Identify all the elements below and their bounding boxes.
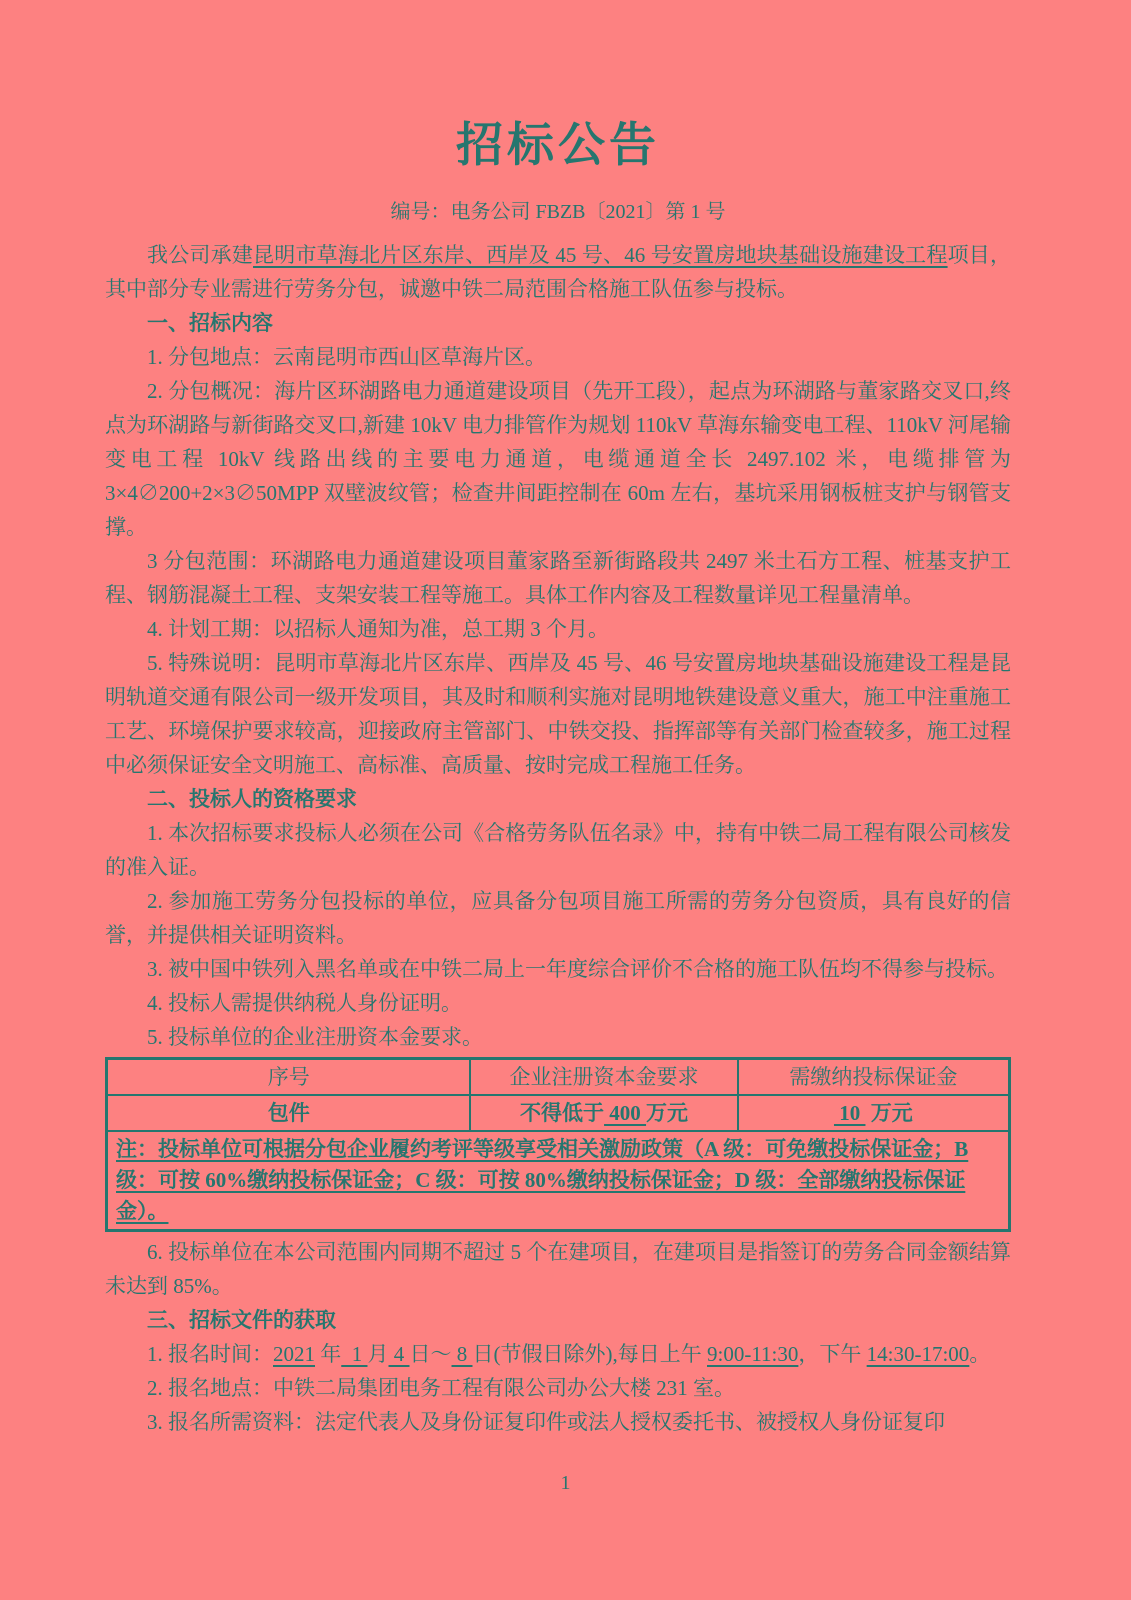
table-header-deposit: 需缴纳投标保证金 xyxy=(738,1059,1010,1096)
page-number: 1 xyxy=(560,1472,571,1494)
deposit-value-underlined: 10 xyxy=(833,1101,866,1125)
section2-item2: 2. 参加施工劳务分包投标的单位，应具备分包项目施工所需的劳务分包资质，具有良好的信誉，并提供相关证明资料。 xyxy=(105,889,1011,947)
table-note-row xyxy=(107,1131,1010,1231)
intro-project-name-underlined: 昆明市草海北片区东岸、西岸及 45 号、46 号安置房地块基础设施建设工程 xyxy=(253,243,948,267)
section1-item5: 5. 特殊说明：昆明市草海北片区东岸、西岸及 45 号、46 号安置房地块基础设施建设工程是昆明轨道交通有限公司一级开发项目，其及时和顺利实施对昆明地铁建设意义重大，施工中注重施工工艺、环境保护要求较高，迎接政府主管部门、中铁交投、指挥部等有关部门检查较多，施工过程中必须保证安全文明施工、高标准、高质量、按时完成工程施工任务。 xyxy=(105,651,1011,777)
section3-item3: 3. 报名所需资料：法定代表人及身份证复印件或法人授权委托书、被授权人身份证复印 xyxy=(147,1410,945,1434)
signup-seg-6: 日～ xyxy=(409,1342,452,1366)
table-cell-seq: 包件 xyxy=(107,1095,471,1131)
signup-seg-12: 。 xyxy=(969,1342,991,1366)
section2-heading: 二、投标人的资格要求 xyxy=(147,787,357,811)
section2-item5: 5. 投标单位的企业注册资本金要求。 xyxy=(147,1025,483,1049)
signup-day-end-underlined: 8 xyxy=(451,1342,473,1366)
section2-item1: 1. 本次招标要求投标人必须在公司《合格劳务队伍名录》中，持有中铁二局工程有限公司核发的准入证。 xyxy=(105,821,1011,879)
table-note: 注：投标单位可根据分包企业履约考评等级享受相关激励政策（A 级：可免缴投标保证金；B 级：可按 60%缴纳投标保证金；C 级：可按 80%缴纳投标保证金；D 级：全部缴纳投标保证金）。 xyxy=(107,1131,1010,1231)
table-header-capital: 企业注册资本金要求 xyxy=(470,1059,737,1096)
capital-prefix: 不得低于 xyxy=(520,1101,605,1125)
capital-value-underlined: 400 xyxy=(604,1101,647,1125)
signup-seg-0: 1. 报名时间： xyxy=(147,1342,273,1366)
signup-seg-10: ，下午 xyxy=(798,1342,867,1366)
table-cell-capital xyxy=(470,1095,737,1131)
section3-item2: 2. 报名地点：中铁二局集团电务工程有限公司办公大楼 231 室。 xyxy=(147,1376,735,1400)
intro-pre: 我公司承建 xyxy=(147,243,254,267)
signup-morning-hours-underlined: 9:00-11:30 xyxy=(707,1342,799,1366)
intro-paragraph xyxy=(105,238,1011,306)
table-cell-deposit xyxy=(738,1095,1010,1131)
table-header-row xyxy=(107,1059,1010,1096)
signup-seg-4: 月 xyxy=(367,1342,389,1366)
signup-year-underlined: 2021 xyxy=(273,1342,315,1366)
section3-heading: 三、招标文件的获取 xyxy=(147,1308,336,1332)
table-header-seq: 序号 xyxy=(107,1059,471,1096)
section1-item2: 2. 分包概况：海片区环湖路电力通道建设项目（先开工段），起点为环湖路与董家路交叉口,终点为环湖路与新街路交叉口,新建 10kV 电力排管作为规划 110kV 草海东输变电工程、110kV 河尾输变电工程 10kV 线路出线的主要电力通道，电缆通道全长 2497.102 米，电缆排管为 3×4∅200+2×3∅50MPP 双壁波纹管；检查井间距控制在 60m 左右，基坑采用钢板桩支护与钢管支撑。 xyxy=(105,379,1011,539)
signup-afternoon-hours-underlined: 14:30-17:00 xyxy=(866,1342,970,1366)
capital-requirements-table xyxy=(105,1057,1011,1232)
intro-post: 项目，其中部分专业需进行劳务分包，诚邀中铁二局范围合格施工队伍参与投标。 xyxy=(105,243,1012,301)
signup-day-start-underlined: 4 xyxy=(388,1342,410,1366)
signup-seg-2: 年 xyxy=(315,1342,342,1366)
signup-month-underlined: 1 xyxy=(341,1342,368,1366)
section2-item6: 6. 投标单位在本公司范围内同期不超过 5 个在建项目，在建项目是指签订的劳务合同金额结算未达到 85%。 xyxy=(105,1240,1011,1298)
section3-item1-signup-time xyxy=(105,1337,1011,1371)
section1-item1: 1. 分包地点：云南昆明市西山区草海片区。 xyxy=(147,345,546,369)
table-data-row xyxy=(107,1095,1010,1131)
document-content xyxy=(105,108,1011,1439)
signup-seg-8: 日(节假日除外),每日上午 xyxy=(472,1342,707,1366)
section2-item3: 3. 被中国中铁列入黑名单或在中铁二局上一年度综合评价不合格的施工队伍均不得参与投标。 xyxy=(147,957,1008,981)
section1-item3: 3 分包范围：环湖路电力通道建设项目董家路至新街路段共 2497 米土石方工程、桩基支护工程、钢筋混凝土工程、支架安装工程等施工。具体工作内容及工程数量详见工程量清单。 xyxy=(105,549,1011,607)
doc-number: 编号：电务公司 FBZB〔2021〕第 1 号 xyxy=(390,201,726,223)
section2-item4: 4. 投标人需提供纳税人身份证明。 xyxy=(147,991,462,1015)
section1-heading: 一、招标内容 xyxy=(147,311,273,335)
deposit-suffix: 万元 xyxy=(870,1101,913,1125)
doc-title: 招标公告 xyxy=(456,120,660,172)
section1-item4: 4. 计划工期：以招标人通知为准，总工期 3 个月。 xyxy=(147,617,609,641)
capital-suffix: 万元 xyxy=(646,1101,689,1125)
